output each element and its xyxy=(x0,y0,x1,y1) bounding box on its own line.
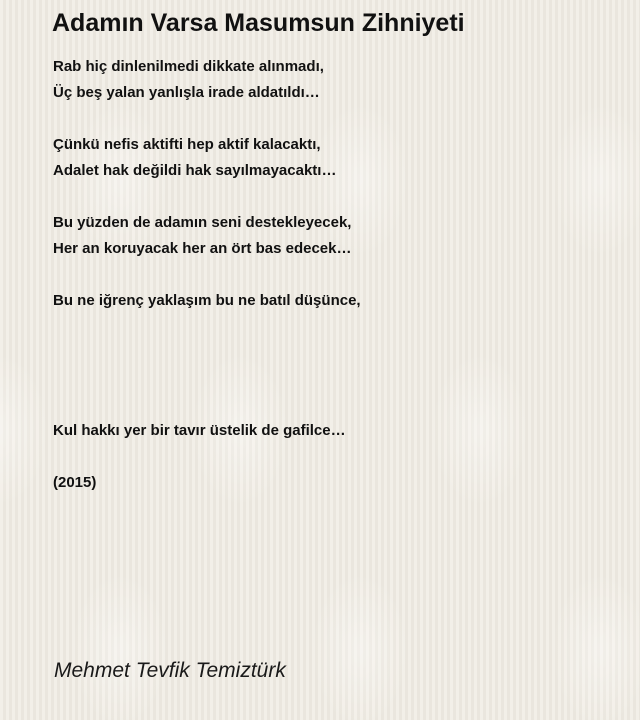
poem-line: Rab hiç dinlenilmedi dikkate alınmadı, xyxy=(53,58,324,75)
poem-line: Bu ne iğrenç yaklaşım bu ne batıl düşünce, xyxy=(53,292,361,309)
poem-line xyxy=(53,366,613,392)
poem-title: Adamın Varsa Masumsun Zihniyeti xyxy=(52,9,465,37)
poem-line: Üç beş yalan yanlışla irade aldatıldı… xyxy=(53,84,320,101)
poem-line: Kul hakkı yer bir tavır üstelik de gafilce… xyxy=(53,422,346,439)
poem-line xyxy=(53,444,613,470)
poem-line: Her an koruyacak her an ört bas edecek… xyxy=(53,240,352,257)
poem-line: Adalet hak değildi hak sayılmayacaktı… xyxy=(53,162,337,179)
poem-line xyxy=(53,392,613,418)
poem-line xyxy=(53,184,613,210)
poem-line xyxy=(53,314,613,340)
poem-line xyxy=(53,340,613,366)
poem-date: (2015) xyxy=(53,474,97,491)
poem-line xyxy=(53,106,613,132)
poem-line: Çünkü nefis aktifti hep aktif kalacaktı, xyxy=(53,136,321,153)
poem-line: Bu yüzden de adamın seni destekleyecek, xyxy=(53,214,352,231)
poem-line xyxy=(53,262,613,288)
poem-author: Mehmet Tevfik Temiztürk xyxy=(54,659,286,682)
poem-body xyxy=(53,54,613,496)
